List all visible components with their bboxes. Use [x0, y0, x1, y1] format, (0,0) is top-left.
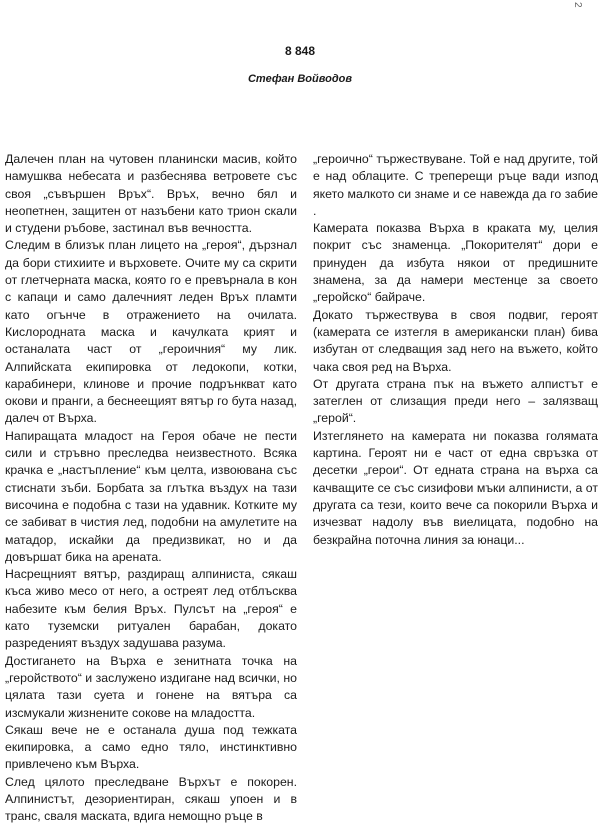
paragraph: Напиращата младост на Героя обаче не пести сили и стръвно преследва неизвестното. Всяка крачка е „настъпление“ към целта, извоювана със стиснати зъби. Борбата за глътка въздух на тази височина е подобна с тази на удавник. Котките му се забиват в чистия лед, подобни на амулетите на матадор, искайки да предизвикат, но и да довършат бика на арената. [5, 428, 297, 564]
paragraph: Изтеглянето на камерата ни показва голямата картина. Героят ни е част от една свръзка от десетки „герои“. От едната страна на върха са качващите се със сизифови мъки алпинисти, а от другата са тези, които вече са покорили Върха и изчезват надолу във виелицата, подобно на безкрайна поточна линия за юнаци... [313, 428, 598, 547]
paragraph: Достигането на Върха е зенитната точка на „геройството“ и заслужено издигане над всички, но цялата тази суета и гонене на вятъра са изсмукали жизнените сокове на младостта. [5, 653, 297, 720]
paragraph: Следим в близък план лицето на „героя“, дързнал да бори стихиите и върховете. Очите му са скрити от глетчерната маска, която го е превърнала в кон с капаци и само далечният леден Връх пламти като огънче в отражението на очилата. Кислородната маска и качулката крият и останалата част от „героичния“ му лик. Алпийската екипировка от ледокопи, котки, карабинери, клинове и прочие подрънкват като окови и пранги, а беснеещият вятър го бута назад, далеч от Върха. [5, 238, 297, 426]
paragraph: „героично“ тържествуване. Той е над другите, той е над облаците. С треперещи ръце вади изпод якето малкото си знаме и се навежда да го забие . [313, 152, 598, 218]
paragraph: От другата страна пък на въжето алпистът е затеглен от слизащия преди него – залязващ „герой“. [313, 376, 598, 426]
paragraph: Камерата показва Върха в краката му, целия покрит със знаменца. „Покорителят“ дори е принуден да избута някои от предишните знамена, за да намери местенце за своето „геройско“ байраче. [313, 221, 598, 305]
page-number: 2 [572, 2, 583, 8]
paragraph: Далечен план на чутовен планински масив, който намушква небесата и разбеснява ветровете със своя „съвършен Връх“. Връх, вечно бял и неопетнен, защитен от назъбени като трион скали и студени ръбове, застинал във вечността. [5, 152, 297, 236]
paragraph: Насрещният вятър, раздиращ алпиниста, сякаш къса живо месо от него, а остреят лед отблъсква набезите към белия Връх. Пулсът на „героя“ е като туземски ритуален барабан, докато разреденият въздух задушава разума. [5, 567, 297, 651]
paragraph: След цялото преследване Върхът е покорен. Алпинистът, дезориентиран, сякаш упоен и в транс, сваля маската, вдига немощно ръце в [5, 774, 297, 824]
paragraph: Сякаш вече не е останала душа под тежката екипировка, а само едно тяло, инстинктивно привлечено към Върха. [5, 722, 297, 772]
left-column [5, 151, 297, 826]
paragraph: Докато тържествува в своя подвиг, героят (камерата се изтегля в американски план) бива избутан от следващия зад него на въжето, който чака своя ред на Върха. [313, 307, 598, 374]
right-column [313, 151, 598, 549]
page-title: 8 848 [284, 44, 316, 58]
author-name: Стефан Войводов [247, 73, 353, 85]
